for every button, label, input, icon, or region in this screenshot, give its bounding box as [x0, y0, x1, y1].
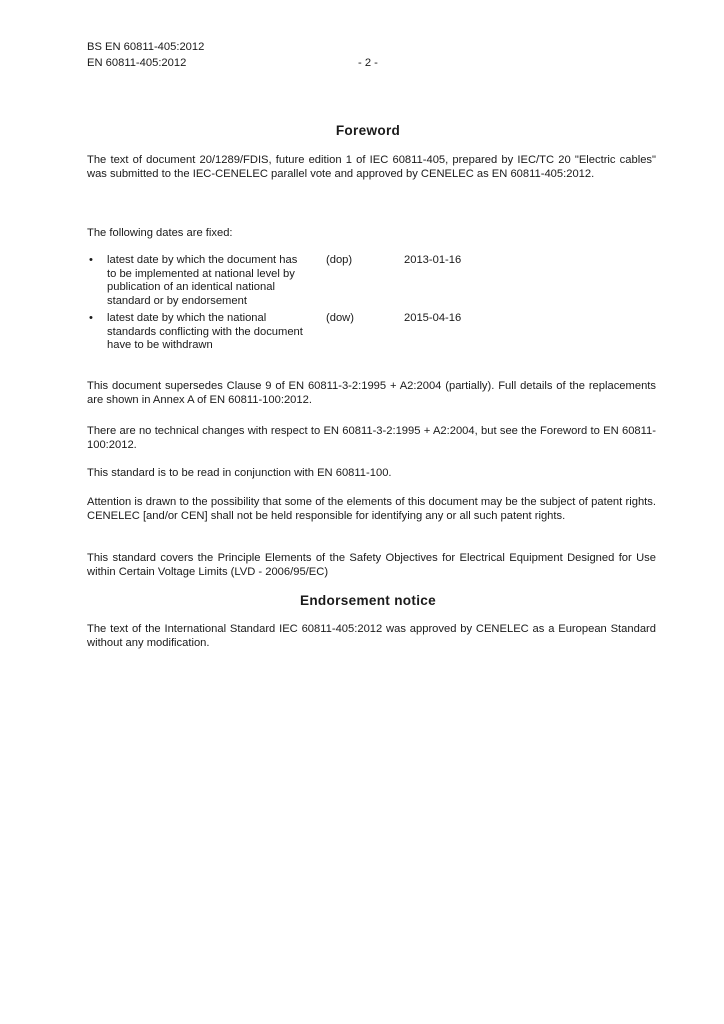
- conjunction-paragraph: This standard is to be read in conjunction with EN 60811-100.: [87, 467, 392, 479]
- date-item-dop: [87, 254, 656, 310]
- bullet-icon: •: [89, 312, 93, 324]
- date-item-code: (dop): [326, 254, 353, 266]
- date-item-dow: [87, 312, 656, 368]
- date-item-text: latest date by which the national standards conflicting with the document have to be withdrawn: [107, 312, 303, 352]
- page-number: - 2 -: [358, 57, 378, 69]
- dates-intro: The following dates are fixed:: [87, 227, 233, 239]
- date-item-date: 2013-01-16: [404, 254, 462, 266]
- foreword-heading: Foreword: [335, 123, 401, 138]
- covers-paragraph: This standard covers the Principle Elements of the Safety Objectives for Electrical Equipment Designed for Use within Certain Voltage Limits (LVD - 2006/95/EC): [87, 552, 656, 578]
- date-item-text: latest date by which the document has to be implemented at national level by publication of an identical national standard or by endorsement: [107, 254, 298, 307]
- changes-paragraph: There are no technical changes with respect to EN 60811-3-2:1995 + A2:2004, but see the Foreword to EN 60811-100:2012.: [87, 425, 656, 451]
- endorsement-paragraph: The text of the International Standard IEC 60811-405:2012 was approved by CENELEC as a European Standard without any modification.: [87, 623, 656, 649]
- date-item-date: 2015-04-16: [404, 312, 462, 324]
- foreword-intro: The text of document 20/1289/FDIS, future edition 1 of IEC 60811-405, prepared by IEC/TC 20 "Electric cables" was submitted to the IEC-CENELEC parallel vote and approved by CENELEC as EN 60811-405:2012.: [87, 154, 656, 180]
- attention-paragraph: Attention is drawn to the possibility that some of the elements of this document may be the subject of patent rights. CENELEC [and/or CEN] shall not be held responsible for identifying any or all such patent rights.: [87, 496, 656, 522]
- date-item-code: (dow): [326, 312, 354, 324]
- endorsement-heading: Endorsement notice: [299, 593, 437, 608]
- supersedes-paragraph: This document supersedes Clause 9 of EN 60811-3-2:1995 + A2:2004 (partially). Full details of the replacements are shown in Annex A of EN 60811-100:2012.: [87, 380, 656, 406]
- header-en-code: EN 60811-405:2012: [87, 57, 187, 69]
- header-bs-code: BS EN 60811-405:2012: [87, 41, 205, 53]
- bullet-icon: •: [89, 254, 93, 266]
